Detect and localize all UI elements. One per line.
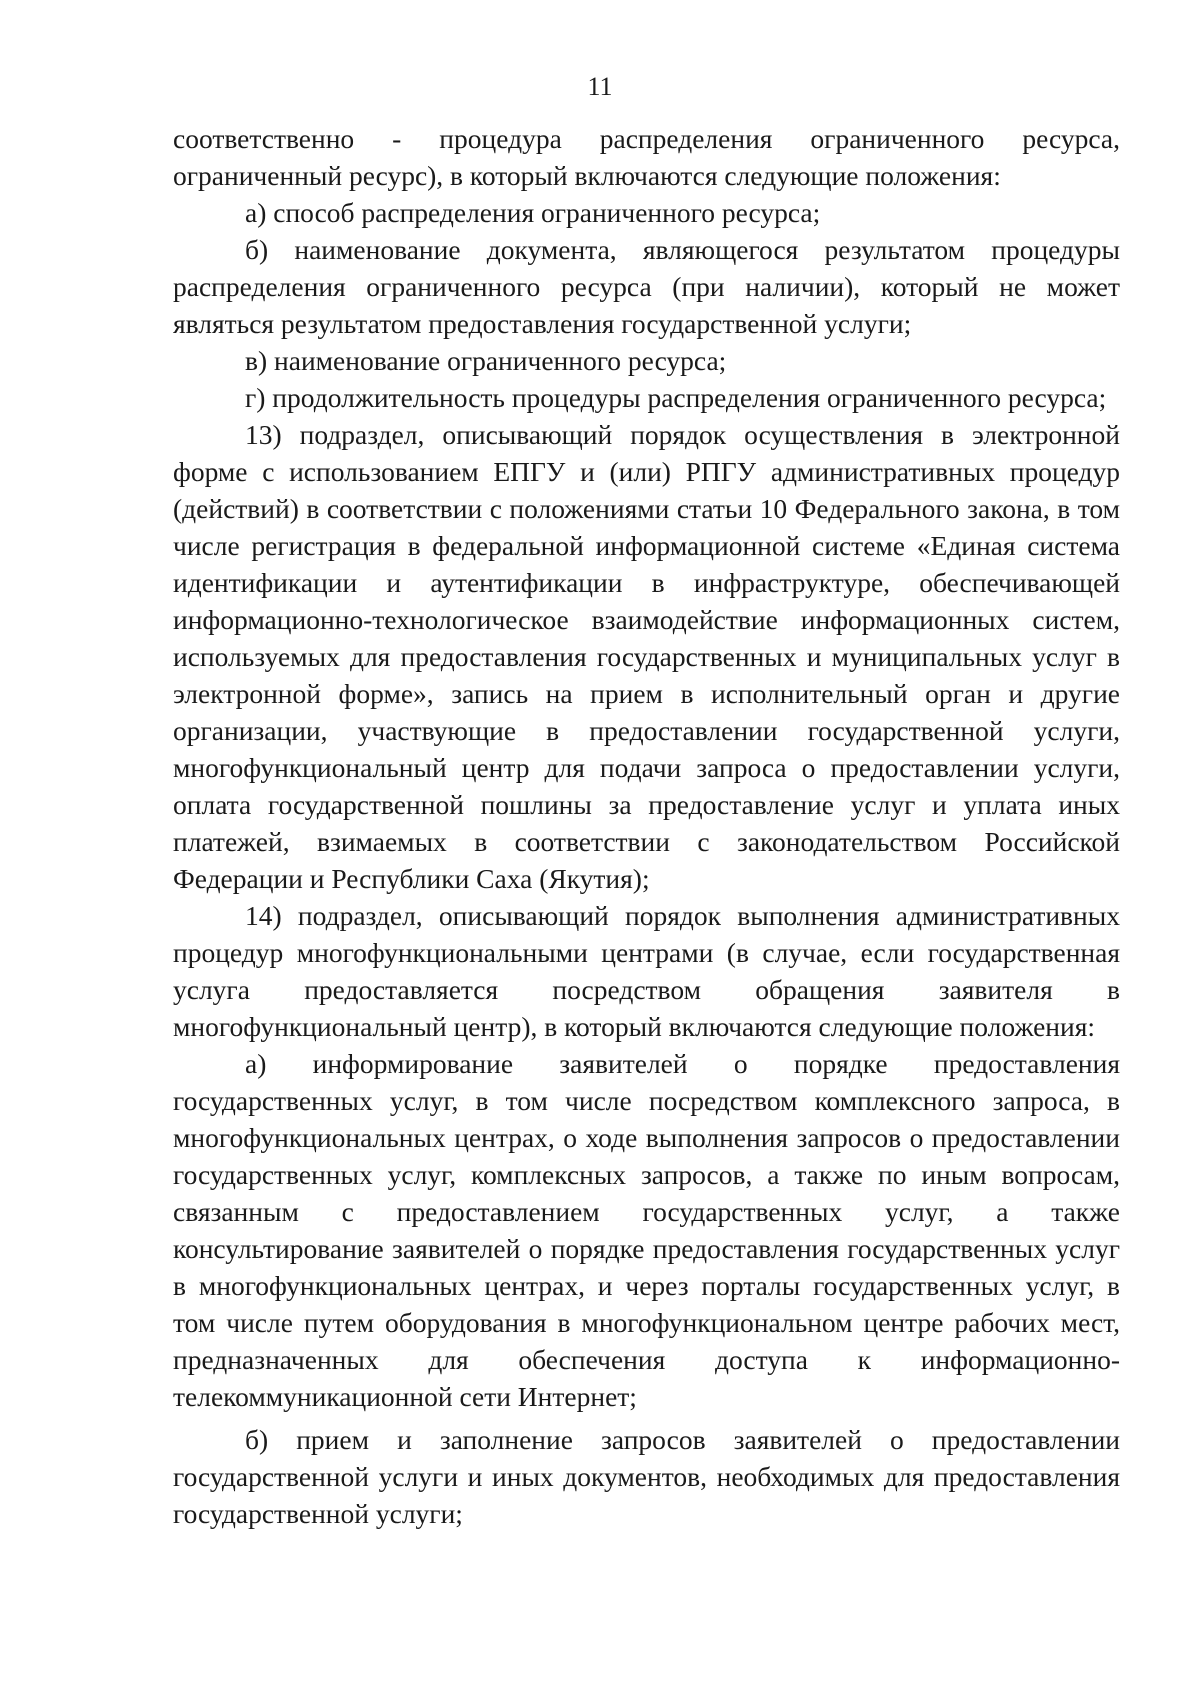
paragraph-item-v-resource-name: в) наименование ограниченного ресурса; [245, 345, 727, 376]
paragraph-item-a-informing: а) информирование заявителей о порядке предоставления государственных услуг, в том числе посредством комплексного запроса, в многофункциональных центрах, о ходе выполнения запросов о предоставлении государственных услуг, комплексных запросов, а также по иным вопросам, связанным с предоставлением государственных услуг, а также консультирование заявителей о порядке предоставления государственных услуг в многофункциональных центрах, и через порталы государственных услуг, в том числе путем оборудования в многофункциональном центре рабочих мест, предназначенных для обеспечения доступа к информационно-телекоммуникационной сети Интернет; [173, 1048, 1120, 1412]
document-body [173, 120, 1120, 1532]
paragraph-14-mfc-procedures: 14) подраздел, описывающий порядок выполнения административных процедур многофункциональными центрами (в случае, если государственная услуга предоставляется посредством обращения заявителя в многофункциональный центр), в который включаются следующие положения: [173, 900, 1120, 1042]
paragraph-continuation: соответственно - процедура распределения ограниченного ресурса, ограниченный ресурс), в который включаются следующие положения: [173, 123, 1120, 191]
paragraph-13-electronic-form: 13) подраздел, описывающий порядок осуществления в электронной форме с использованием ЕПГУ и (или) РПГУ административных процедур (действий) в соответствии с положениями статьи 10 Федерального закона, в том числе регистрация в федеральной информационной системе «Единая система идентификации и аутентификации в инфраструктуре, обеспечивающей информационно-технологическое взаимодействие информационных систем, используемых для предоставления государственных и муниципальных услуг в электронной форме», запись на прием в исполнительный орган и другие организации, участвующие в предоставлении государственной услуги, многофункциональный центр для подачи запроса о предоставлении услуги, оплата государственной пошлины за предоставление услуг и уплата иных платежей, взимаемых в соответствии с законодательством Российской Федерации и Республики Саха (Якутия); [173, 419, 1120, 894]
paragraph-item-b-reception: б) прием и заполнение запросов заявителей о предоставлении государственной услуги и иных документов, необходимых для предоставления государственной услуги; [173, 1424, 1120, 1529]
page-number: 11 [587, 72, 613, 101]
paragraph-item-b-document: б) наименование документа, являющегося результатом процедуры распределения ограниченного ресурса (при наличии), который не может являться результатом предоставления государственной услуги; [173, 234, 1120, 339]
paragraph-item-a-method: а) способ распределения ограниченного ресурса; [245, 197, 821, 228]
paragraph-item-g-duration: г) продолжительность процедуры распределения ограниченного ресурса; [245, 382, 1107, 413]
